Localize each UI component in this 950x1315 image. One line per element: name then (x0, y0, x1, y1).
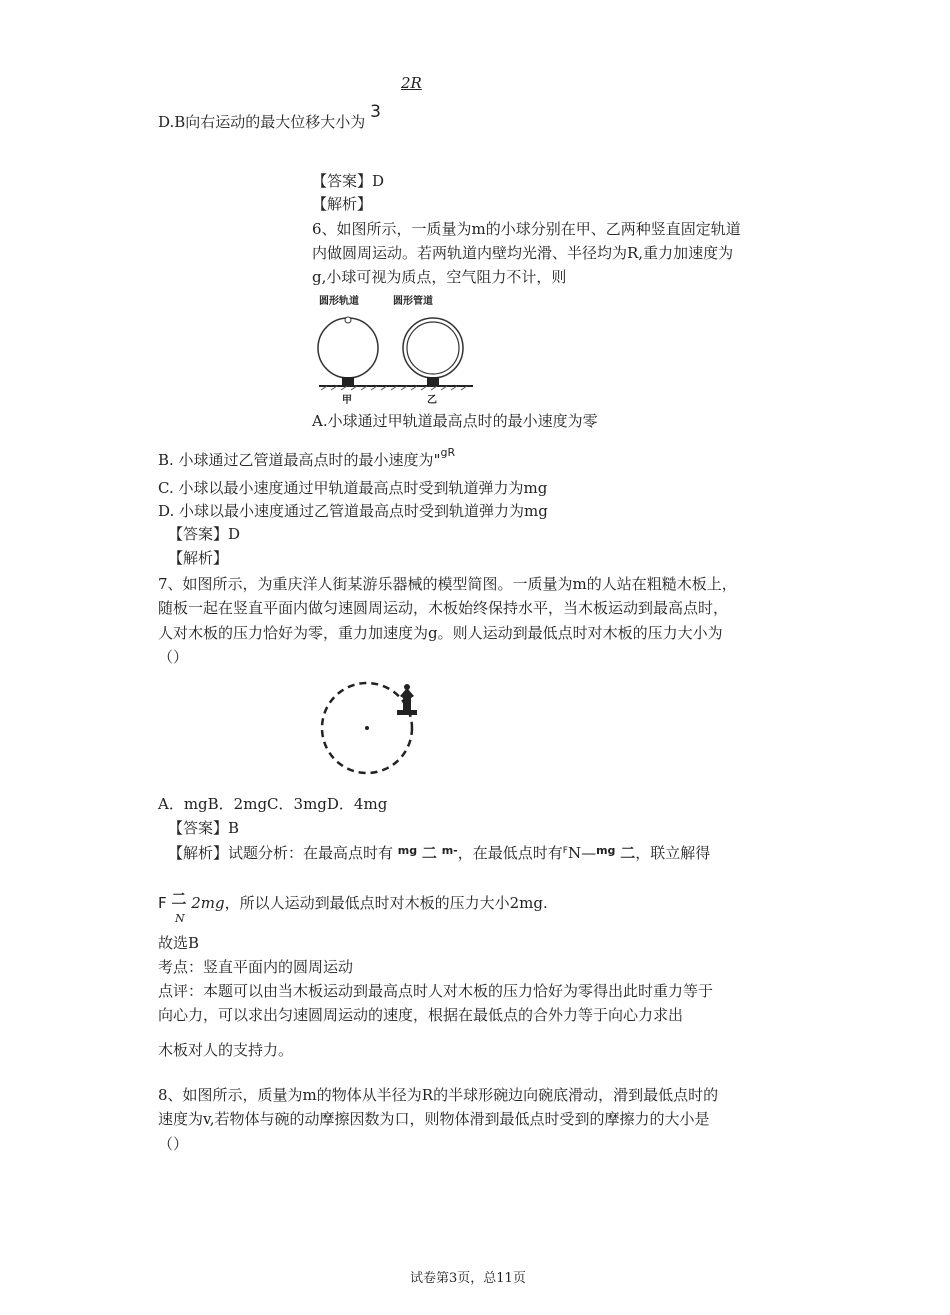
q7-result-line (158, 892, 548, 914)
eq2-f: F (562, 846, 568, 856)
q7-options: A．mgB．2mgC．3mgD．4mg (158, 795, 388, 813)
right-support (427, 377, 439, 385)
page-footer: 试卷第3页，总11页 (410, 1271, 526, 1286)
board-icon (397, 710, 417, 715)
q7-comment-line-1: 点评：本题可以由当木板运动到最高点时人对木板的压力恰好为零得出此时重力等于 (158, 982, 714, 1000)
q6-answer: 【答案】D (168, 525, 241, 543)
eq1-m: m- (441, 844, 458, 857)
result-value: 2mg (191, 894, 225, 912)
q6-stem-line-1: 6、如图所示，一质量为m的小球分别在甲、乙两种竖直固定轨道 (312, 220, 741, 238)
result-equals: 二 (171, 890, 187, 908)
result-subscript-n: N (175, 912, 185, 925)
jia-label: 甲 (342, 395, 352, 406)
q6-stem-line-2: 内做圆周运动。若两轨道内壁均光滑、半径均为R,重力加速度为 (312, 244, 734, 262)
q8-stem-line-3: （） (158, 1135, 189, 1153)
eq2-minus: — (581, 844, 597, 862)
result-text: ，所以人运动到最低点时对木板的压力大小2mg. (224, 894, 548, 912)
result-f: F (158, 894, 167, 912)
q7-analysis-prefix: 【解析】试题分析：在最高点时有 (168, 844, 394, 862)
q7-circle-figure (314, 680, 424, 780)
q7-answer: 【答案】B (168, 819, 240, 837)
q6-option-c: C. 小球以最小速度通过甲轨道最高点时受到轨道弹力为mg (158, 479, 548, 497)
q5-analysis: 【解析】 (312, 195, 373, 213)
fraction-denominator: 3 (370, 102, 381, 122)
q8-stem-line-1: 8、如图所示，质量为m的物体从半径为R的半球形碗边向碗底滑动，滑到最低点时的 (158, 1086, 719, 1104)
q6-stem-line-3: g,小球可视为质点，空气阻力不计，则 (312, 268, 567, 286)
q6-option-b-sup: gR (440, 446, 456, 459)
center-dot (365, 726, 369, 730)
circular-tube-label: 圆形管道 (393, 296, 433, 307)
q7-comment-line-3: 木板对人的支持力。 (158, 1041, 294, 1059)
eq2-equals: 二 (620, 844, 636, 862)
q5-answer: 【答案】D (312, 172, 385, 190)
eq1-mg: mg (397, 844, 418, 857)
q6-option-a: A.小球通过甲轨道最高点时的最小速度为零 (312, 412, 598, 430)
q6-track-figure (315, 290, 475, 405)
eq2-n: N (567, 844, 582, 862)
ball-icon (345, 317, 351, 323)
fraction-numerator: 2R (401, 74, 422, 92)
q8-stem-line-2: 速度为v,若物体与碗的动摩擦因数为口，则物体滑到最低点时受到的摩擦力的大小是 (158, 1110, 710, 1128)
q7-analysis-line (168, 842, 710, 867)
circular-track-shape (318, 318, 378, 378)
left-support (342, 377, 354, 385)
q6-option-d: D. 小球以最小速度通过乙管道最高点时受到轨道弹力为mg (158, 502, 548, 520)
circular-tube-inner (407, 322, 459, 374)
q6-analysis: 【解析】 (168, 549, 229, 567)
yi-label: 乙 (427, 395, 437, 406)
q7-stem-line-4: （） (158, 648, 189, 666)
q6-option-b (158, 446, 456, 473)
option-d-label: D.B向右运动的最大位移大小为 (158, 113, 366, 131)
q7-comment-line-2: 向心力，可以求出匀速圆周运动的速度，根据在最低点的合外力等于向心力求出 (158, 1006, 684, 1024)
q7-stem-line-2: 随板一起在竖直平面内做匀速圆周运动，木板始终保持水平，当木板运动到最高点时， (158, 599, 729, 617)
option-d-text (158, 102, 381, 133)
q7-choose: 故选B (158, 934, 200, 952)
q6-option-b-text: B. 小球通过乙管道最高点时的最小速度为 (158, 451, 434, 469)
q7-kaodian: 考点：竖直平面内的圆周运动 (158, 958, 354, 976)
eq2-mg: mg (596, 844, 616, 857)
q7-stem-line-1: 7、如图所示，为重庆洋人街某游乐器械的模型简图。一质量为m的人站在粗糙木板上， (158, 575, 737, 593)
person-icon (400, 688, 414, 710)
q7-analysis-suffix: ，联立解得 (635, 844, 711, 862)
eq1-equals: 二 (421, 844, 437, 862)
circular-tube-outer (403, 318, 463, 378)
person-head-icon (404, 684, 410, 690)
circular-track-label: 圆形轨道 (319, 296, 359, 307)
q7-analysis-middle: ，在最低点时有 (457, 844, 563, 862)
q7-stem-line-3: 人对木板的压力恰好为零，重力加速度为g。则人运动到最低点时对木板的压力大小为 (158, 624, 723, 642)
q6-option-b-symbol: " (433, 451, 441, 469)
